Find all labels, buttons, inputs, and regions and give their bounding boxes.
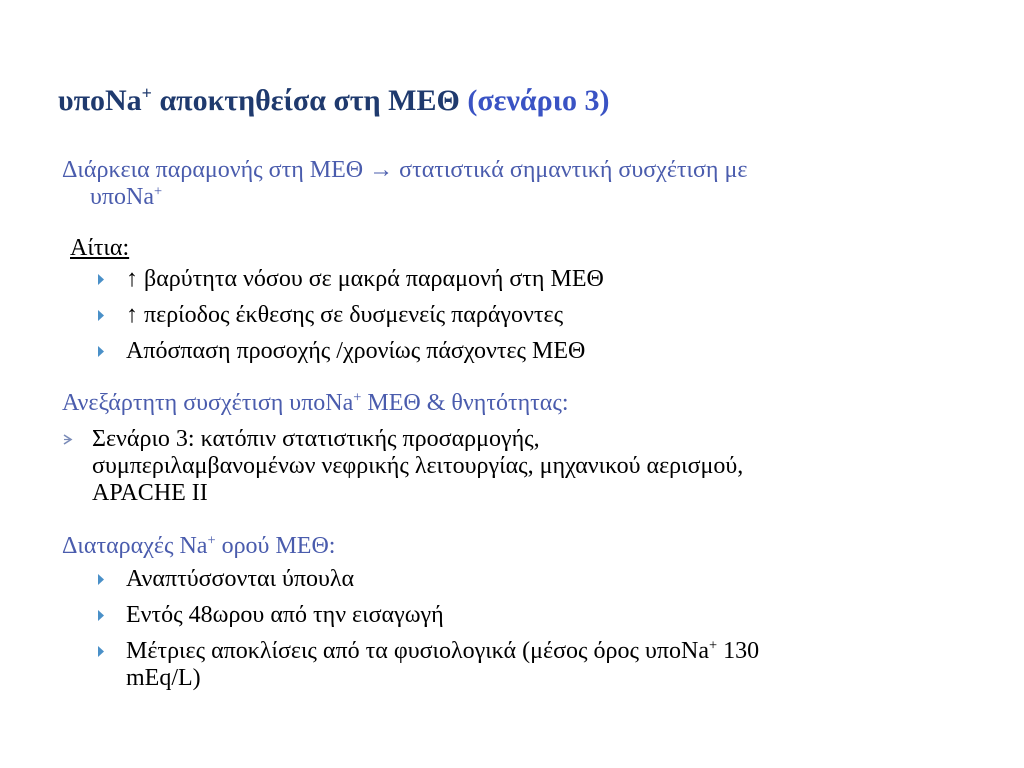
arrow-bullet-icon: [62, 426, 78, 453]
section1-line2-sup: +: [153, 183, 163, 200]
triangle-bullet-icon: [96, 338, 112, 365]
triangle-bullet-icon: [96, 302, 112, 329]
cause-item-3-text: Απόσπαση προσοχής /χρονίως πάσχοντες ΜΕΘ: [126, 338, 586, 364]
section1-line2: [62, 184, 747, 211]
causes-label: [70, 235, 129, 262]
na-item-3-line1: [96, 638, 759, 665]
section2-post: ΜΕΘ & θνητότητας:: [361, 390, 569, 416]
title-rest: αποκτηθείσα στη ΜΕΘ: [151, 84, 468, 117]
cause-item-1-text: ↑ βαρύτητα νόσου σε μακρά παραμονή στη ΜΕΘ: [126, 266, 604, 292]
section1-heading: [62, 157, 747, 211]
triangle-bullet-icon: [96, 266, 112, 293]
na-item-3-post: 130: [717, 638, 760, 664]
title-accent: (σενάριο 3): [467, 84, 610, 117]
triangle-bullet-icon: [96, 602, 112, 629]
section1-line1: Διάρκεια παραμονής στη ΜΕΘ → στατιστικά σημαντική συσχέτιση με: [62, 157, 748, 183]
cause-item-1: [96, 266, 604, 293]
section3-sup: +: [207, 532, 216, 549]
na-item-3-line2: mEq/L): [126, 665, 201, 691]
section2-sup: +: [353, 389, 362, 406]
slide-title: [58, 84, 609, 118]
section3-heading: [62, 533, 335, 560]
na-item-1-text: Αναπτύσσονται ύπουλα: [126, 566, 355, 592]
na-item-2: [96, 602, 444, 629]
section2-heading: [62, 390, 569, 417]
na-item-3-sup: +: [708, 637, 718, 654]
section3-post: ορού ΜΕΘ:: [215, 533, 336, 559]
title-sup: +: [141, 83, 152, 104]
cause-item-2-text: ↑ περίοδος έκθεσης σε δυσμενείς παράγοντες: [126, 302, 564, 328]
title-main: υποNa: [58, 84, 142, 117]
scenario-line3: APACHE II: [92, 480, 208, 506]
triangle-bullet-icon: [96, 566, 112, 593]
na-item-1: [96, 566, 354, 593]
section3-pre: Διαταραχές Na: [62, 533, 208, 559]
causes-label-text: Αίτια:: [70, 235, 130, 261]
section1-line2-text: υποNa: [90, 184, 154, 210]
triangle-bullet-icon: [96, 638, 112, 665]
cause-item-2: [96, 302, 563, 329]
na-item-3-pre: Μέτριες αποκλίσεις από τα φυσιολογικά (μέσος όρος υποNa: [126, 638, 709, 664]
scenario-item: [62, 426, 743, 507]
na-item-3: [96, 638, 759, 692]
section2-pre: Ανεξάρτητη συσχέτιση υποNa: [62, 390, 354, 416]
scenario-line1: Σενάριο 3: κατόπιν στατιστικής προσαρμογής,: [92, 426, 540, 452]
na-item-2-text: Εντός 48ωρου από την εισαγωγή: [126, 602, 444, 628]
scenario-line2: συμπεριλαμβανομένων νεφρικής λειτουργίας, μηχανικού αερισμού,: [92, 453, 744, 479]
cause-item-3: [96, 338, 585, 365]
